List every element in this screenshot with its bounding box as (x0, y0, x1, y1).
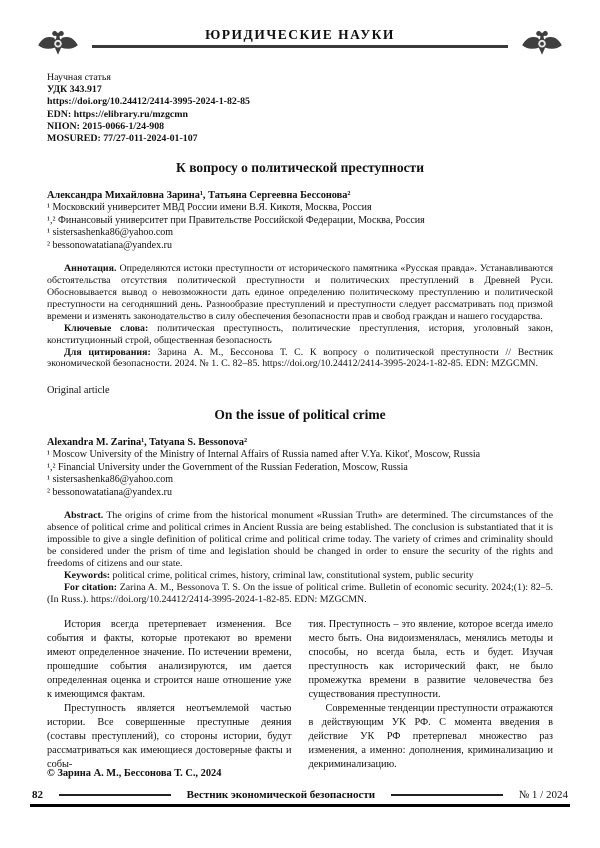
page-number: 82 (32, 789, 43, 801)
keywords-en (47, 570, 553, 582)
article-type-ru: Научная статья (47, 72, 111, 83)
body-paragraph: тия. Преступность – это явление, которое всегда имело место быть. Она видоизменялась, менялись методы и способы, но всегда была, есть и будет. Изучая преступность как исторический факт, не было промежутка времени в развитие человечества без существования преступности. (308, 618, 553, 700)
keywords-text-en: political crime, political crimes, history, criminal law, constitutional system, public security (112, 569, 474, 581)
abstract-text-en: The origins of crime from the historical monument «Russian Truth» are determined. The circumstances of the absence of political crime and political crimes in Ancient Russia are being established. The conclusion is substantiated that it is impossible to give a single definition of political crime and political crime today. The variety of crimes and criminality should be considered under the prism of time and legislation should be changed in order to ensure the security of the rights and freedoms of citizens and our state. (47, 510, 553, 569)
rubric-rule (92, 45, 508, 48)
section-title: ЮРИДИЧЕСКИЕ НАУКИ (205, 27, 395, 42)
body-paragraph: История всегда претерпевает изменения. Все события и факты, которые протекают во времени имеют определенное значение. По истечении времени, прошедшие события анализируются, им дается определенная оценка и строится наше отношение уже к имеющимся фактам. (47, 618, 292, 700)
mvd-emblem-icon (520, 25, 564, 61)
abstract-ru (47, 263, 553, 323)
affiliation-en-2: ¹,² Financial University under the Government of the Russian Federation, Moscow, Russia (47, 461, 408, 473)
keywords-text-ru: политическая преступность, политические преступления, история, уголовный закон, конституционный строй, общественная безопасность (47, 322, 553, 346)
author-email-2: ² bessonowatatiana@yandex.ru (47, 239, 172, 251)
affiliation-ru-1: ¹ Московский университет МВД России имени В.Я. Кикотя, Москва, Россия (47, 202, 372, 214)
author-email-en-1: ¹ sistersashenka86@yahoo.com (47, 474, 174, 486)
footer-rule-left (59, 794, 171, 796)
keywords-ru (47, 323, 553, 347)
authors-en: Alexandra M. Zarina¹, Tatyana S. Bessonova² (47, 437, 248, 449)
citation-text-en: Zarina A. M., Bessonova T. S. On the issue of political crime. Bulletin of economic security. 2024;(1): 82–5. (In Russ.). https://doi.org/10.24412/2414-3995-2024-1-82-85. EDN: MZGCMN. (47, 581, 554, 605)
citation-ru (47, 347, 553, 371)
authors-ru: Александра Михайловна Зарина¹, Татьяна Сергеевна Бессонова² (47, 190, 351, 202)
authors-block-ru (47, 189, 553, 252)
abstract-text-ru: Определяются истоки преступности от исторического памятника «Русская правда». Устанавливаются обстоятельства отсутствия политической преступности и политических преступлений в Древней Руси. Обосновывается вывод о невозможности дать единое определению политическому преступлению и политической преступности на сегодняшний день. Разнообразие преступлений и преступности следует рассматривать под призмой времени и изменять законодательство в силу обеспечения безопасности прав и свобод граждан и нашего государства. (47, 263, 553, 322)
doi-link: https://doi.org/10.24412/2414-3995-2024-1-82-85 (47, 96, 250, 108)
author-email-1: ¹ sistersashenka86@yahoo.com (47, 227, 174, 239)
authors-block-en (47, 436, 553, 499)
citation-en (47, 582, 553, 606)
article-title-en: On the issue of political crime (214, 407, 386, 423)
footer-bottom-rule (30, 804, 570, 807)
abstract-en (47, 510, 553, 570)
copyright-line: © Зарина А. М., Бессонова Т. С., 2024 (47, 768, 222, 779)
footer-rule-right (391, 794, 503, 796)
citation-label-en: For citation: (64, 581, 118, 593)
affiliation-ru-2: ¹,² Финансовый университет при Правительстве Российской Федерации, Москва, Россия (47, 214, 425, 226)
abstract-label-en: Abstract. (64, 510, 104, 522)
keywords-label-en: Keywords: (64, 569, 111, 581)
article-metadata (47, 72, 553, 145)
body-paragraph: Преступность является неотъемлемой частью истории. Все совершенные преступные деяния (составы преступлений), со стороны истории, будут рассматриваться как имеющиеся достоверные факты и собы- (47, 702, 292, 770)
body-paragraph: Современные тенденции преступности отражаются в действующим УК РФ. С момента введения в действие УК РФ претерпевал множество раз изменения, а именно: дополнения, криминализацию и декриминализацию. (308, 702, 553, 770)
article-type-en: Original article (47, 385, 110, 397)
keywords-label-ru: Ключевые слова: (64, 322, 149, 334)
issue-number: № 1 / 2024 (518, 789, 568, 801)
rubric-header (30, 16, 570, 64)
niion-code: NIION: 2015-0066-1/24-908 (47, 120, 165, 132)
article-title-ru: К вопросу о политической преступности (176, 160, 424, 176)
body-column-right (308, 618, 554, 770)
affiliation-en-1: ¹ Moscow University of the Ministry of Internal Affairs of Russia named after V.Ya. Kikot', Moscow, Russia (47, 449, 481, 461)
journal-name: Вестник экономической безопасности (186, 789, 376, 801)
running-footer (30, 789, 570, 801)
edn-link: EDN: https://elibrary.ru/mzgcmn (47, 108, 188, 120)
page-bottom (30, 768, 570, 807)
citation-label-ru: Для цитирования: (64, 346, 151, 358)
mosured-code: MOSURED: 77/27-011-2024-01-107 (47, 133, 198, 145)
abstract-label-ru: Аннотация. (64, 263, 117, 275)
article-body (47, 618, 553, 770)
citation-text-ru: Зарина А. М., Бессонова Т. С. К вопросу о политической преступности // Вестник экономической безопасности. 2024. № 1. С. 82–85. https://doi.org/10.24412/2414-3995-2024-1-82-85. EDN: MZGCMN. (47, 346, 553, 370)
udk-code: УДК 343.917 (47, 84, 102, 96)
body-column-left (47, 618, 292, 770)
author-email-en-2: ² bessonowatatiana@yandex.ru (47, 486, 172, 498)
